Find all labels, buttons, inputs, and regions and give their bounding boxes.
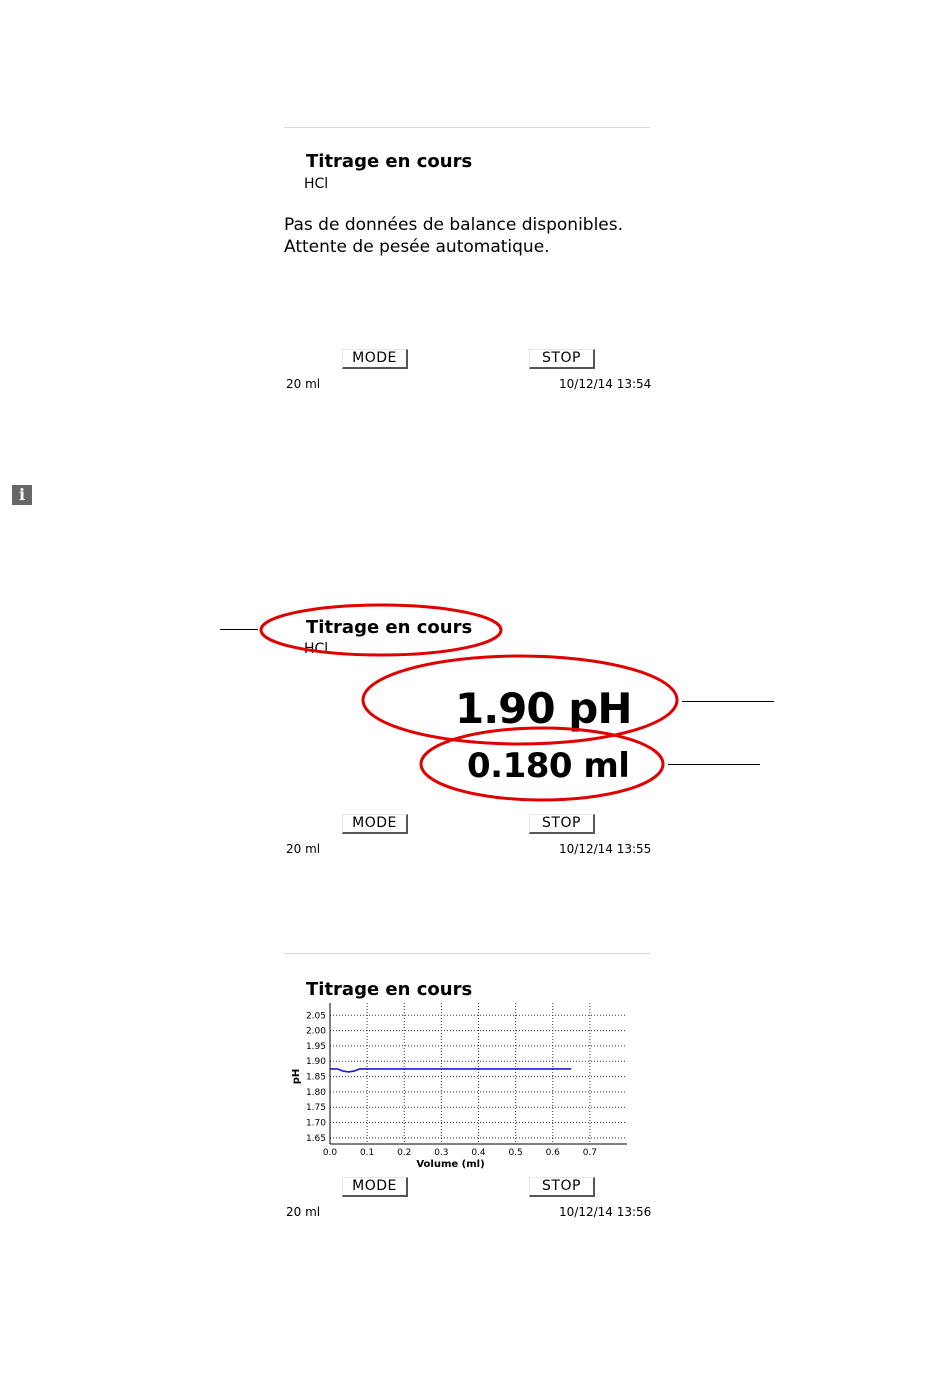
info-icon: i bbox=[12, 485, 32, 505]
titration-chart bbox=[280, 998, 640, 1178]
y-tick-label: 1.85 bbox=[305, 1072, 326, 1083]
screen1-datetime: 10/12/14 13:54 bbox=[559, 377, 652, 391]
screen3-mode-button[interactable]: MODE bbox=[342, 1177, 408, 1197]
screen1-message-line1: Pas de données de balance disponibles. bbox=[284, 215, 624, 235]
screen1-message-line2: Attente de pesée automatique. bbox=[284, 237, 550, 257]
screen1-mode-button[interactable]: MODE bbox=[342, 349, 408, 369]
screen3-stop-button[interactable]: STOP bbox=[529, 1177, 595, 1197]
screen2-volume-status: 20 ml bbox=[286, 842, 321, 856]
screen1-sample-name: HCl bbox=[304, 176, 329, 192]
screen3-volume-status: 20 ml bbox=[286, 1205, 321, 1219]
y-tick-label: 1.70 bbox=[305, 1118, 326, 1129]
screen1-volume-status: 20 ml bbox=[286, 377, 321, 391]
x-tick-label: 0.0 bbox=[322, 1148, 338, 1158]
y-tick-label: 2.00 bbox=[305, 1026, 326, 1037]
x-tick-label: 0.2 bbox=[397, 1148, 412, 1158]
x-tick-label: 0.1 bbox=[359, 1148, 375, 1158]
x-axis-label: Volume (ml) bbox=[416, 1159, 485, 1170]
screen2-stop-button[interactable]: STOP bbox=[529, 814, 595, 834]
screen2-title: Titrage en cours bbox=[306, 617, 473, 638]
x-tick-label: 0.7 bbox=[582, 1148, 598, 1158]
y-tick-label: 1.65 bbox=[305, 1133, 326, 1144]
highlight-ellipse-ph bbox=[363, 656, 677, 744]
screen2-mode-button[interactable]: MODE bbox=[342, 814, 408, 834]
highlight-ellipse-title bbox=[261, 605, 501, 655]
x-tick-label: 0.6 bbox=[545, 1148, 560, 1158]
ph-reading: 1.90 pH bbox=[455, 684, 632, 733]
screen3-datetime: 10/12/14 13:56 bbox=[559, 1205, 652, 1219]
screen2-datetime: 10/12/14 13:55 bbox=[559, 842, 652, 856]
volume-reading: 0.180 ml bbox=[467, 746, 630, 786]
screen1-title: Titrage en cours bbox=[306, 151, 473, 172]
x-tick-label: 0.4 bbox=[471, 1148, 486, 1158]
y-tick-label: 1.95 bbox=[305, 1041, 326, 1052]
y-tick-label: 1.75 bbox=[305, 1103, 326, 1114]
x-tick-label: 0.5 bbox=[508, 1148, 523, 1158]
screen3-top-rule bbox=[284, 953, 650, 954]
screen1-stop-button[interactable]: STOP bbox=[529, 349, 595, 369]
x-tick-label: 0.3 bbox=[434, 1148, 449, 1158]
y-tick-label: 1.90 bbox=[305, 1057, 326, 1068]
y-axis-label: pH bbox=[291, 1068, 302, 1085]
screen3-title: Titrage en cours bbox=[306, 979, 473, 1000]
series-line bbox=[330, 1069, 571, 1072]
y-tick-label: 1.80 bbox=[305, 1087, 326, 1098]
y-tick-label: 2.05 bbox=[305, 1011, 326, 1022]
highlight-ellipse-volume bbox=[421, 728, 663, 800]
screen2-sample-name: HCl bbox=[304, 641, 329, 657]
